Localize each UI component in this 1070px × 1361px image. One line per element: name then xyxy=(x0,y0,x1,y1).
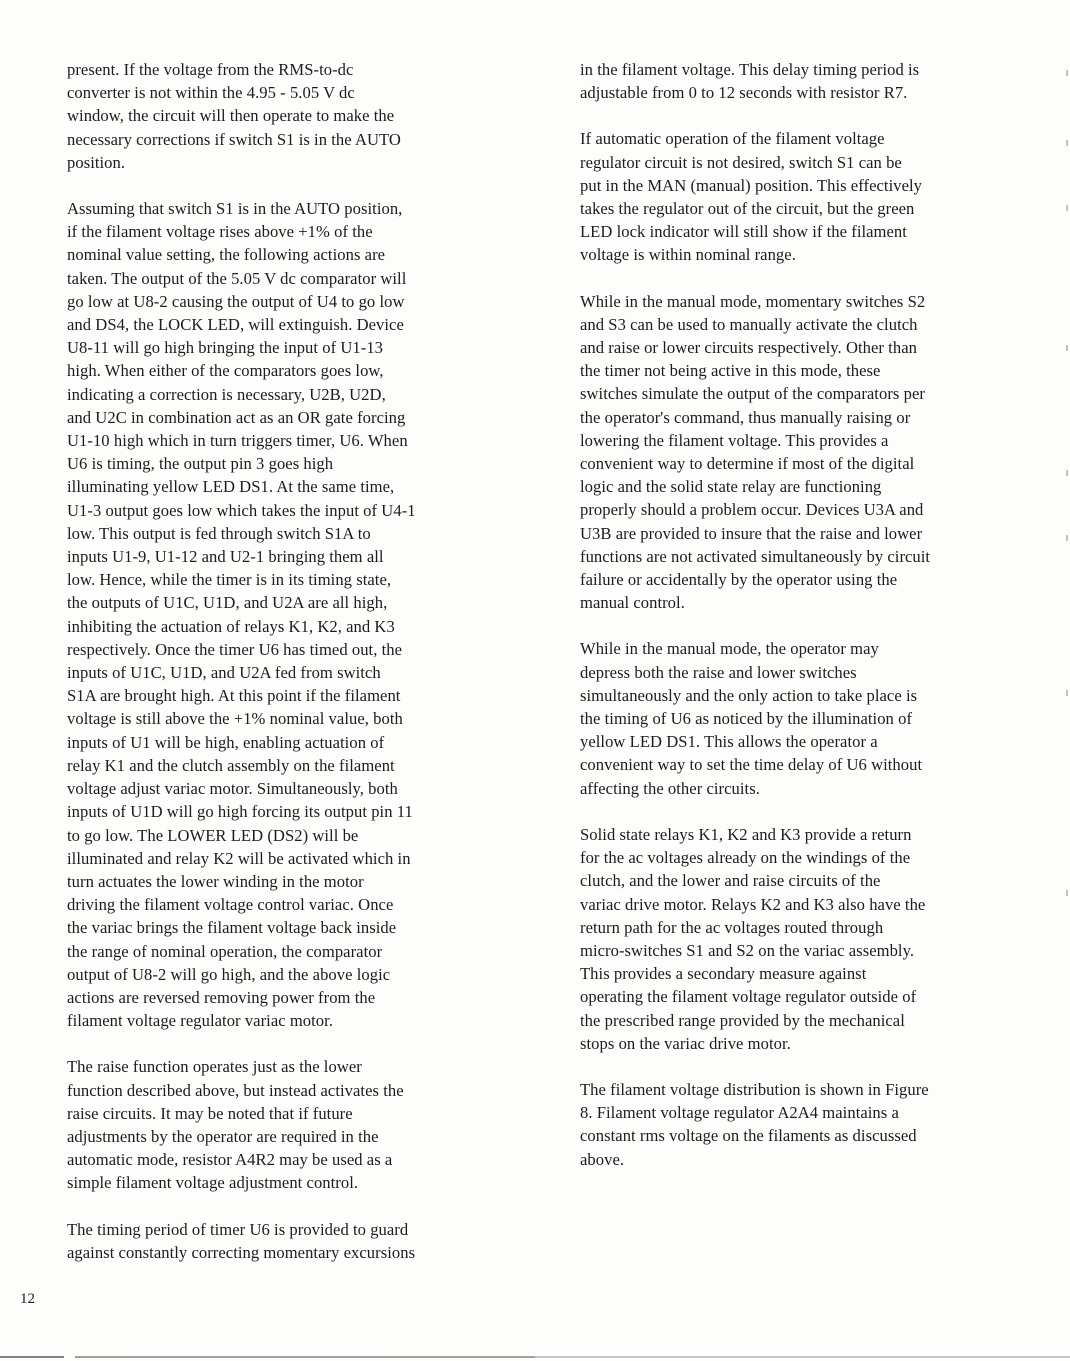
paragraph: present. If the voltage from the RMS-to-dc converter is not within the 4.95 - 5.05 V dc window, the circuit will then operate to make the necessary corrections if switch S1 is in the AUTO position. xyxy=(67,60,401,172)
paragraph: The filament voltage distribution is shown in Figure 8. Filament voltage regulator A2A4 maintains a constant rms voltage on the filaments as discussed above. xyxy=(580,1079,929,1169)
paragraph: in the filament voltage. This delay timing period is adjustable from 0 to 12 seconds with resistor R7. xyxy=(580,60,920,103)
paragraph: If automatic operation of the filament voltage regulator circuit is not desired, switch S1 can be put in the MAN (manual) position. This effectively takes the regulator out of the circuit, but the green LED lock indicator will still show if the filament voltage is within nominal range. xyxy=(580,129,922,265)
paragraph: Assuming that switch S1 is in the AUTO position, if the filament voltage rises above +1% of the nominal value setting, the following actions are taken. The output of the 5.05 V dc comparator will go low at U8-2 causing the output of U4 to go low and DS4, the LOCK LED, will extinguish. Device U8-11 will go high bringing the input of U1-13 high. When either of the comparators goes low, indicating a correction is necessary, U2B, U2D, and U2C in combination act as an OR gate forcing U1-10 high which in turn triggers timer, U6. When U6 is timing, the output pin 3 goes high illuminating yellow LED DS1. At the same time, U1-3 output goes low which takes the input of U4-1 low. This output is fed through switch S1A to inputs U1-9, U1-12 and U2-1 bringing them all low. Hence, while the timer is in its timing state, the outputs of U1C, U1D, and U2A are all high, inhibiting the actuation of relays K1, K2, and K3 respectively. Once the timer U6 has timed out, the inputs of U1C, U1D, and U2A fed from switch S1A are brought high. At this point if the filament voltage is still above the +1% nominal value, both inputs of U1 will be high, enabling actuation of relay K1 and the clutch assembly on the filament voltage adjust variac motor. Simultaneously, both inputs of U1D will go high forcing its output pin 11 to go low. The LOWER LED (DS2) will be illuminated and relay K2 will be activated which in turn actuates the lower winding in the motor driving the filament voltage control variac. Once the variac brings the filament voltage back inside the range of nominal operation, the comparator output of U8-2 will go high, and the above logic actions are reversed removing power from the filament voltage regulator variac motor. xyxy=(67,199,416,1031)
scan-speck xyxy=(1066,890,1068,896)
paragraph: The raise function operates just as the lower function described above, but instead activates the raise circuits. It may be noted that if future adjustments by the operator are required in the automatic mode, resistor A4R2 may be used as a simple filament voltage adjustment control. xyxy=(67,1057,404,1193)
scan-speck xyxy=(1066,70,1068,76)
scan-speck xyxy=(1066,535,1068,541)
right-column xyxy=(580,58,1020,1194)
paragraph: The timing period of timer U6 is provided to guard against constantly correcting momentary excursions xyxy=(67,1219,416,1262)
scan-speck xyxy=(1066,470,1068,476)
scan-speck xyxy=(1066,140,1068,146)
scan-speck xyxy=(1066,345,1068,351)
paragraph: Solid state relays K1, K2 and K3 provide a return for the ac voltages already on the windings of the clutch, and the lower and raise circuits of the variac drive motor. Relays K2 and K3 also have the return path for the ac voltages routed through micro-switches S1 and S2 on the variac assembly. This provides a secondary measure against operating the filament voltage regulator outside of the prescribed range provided by the mechanical stops on the variac drive motor. xyxy=(580,824,926,1053)
left-column xyxy=(67,58,507,1287)
paragraph: While in the manual mode, momentary switches S2 and S3 can be used to manually activate the clutch and raise or lower circuits respectively. Other than the timer not being active in this mode, these switches simulate the output of the comparators per the operator's command, thus manually raising or lowering the filament voltage. This provides a convenient way to determine if most of the digital logic and the solid state relay are functioning properly should a problem occur. Devices U3A and U3B are provided to insure that the raise and lower functions are not activated simultaneously by circuit failure or accidentally by the operator using the manual control. xyxy=(580,291,931,613)
scan-edge-line xyxy=(0,1356,1070,1358)
scan-speck xyxy=(1066,690,1068,696)
scan-speck xyxy=(1066,205,1068,211)
page-number: 12 xyxy=(20,1291,35,1307)
paragraph: While in the manual mode, the operator may depress both the raise and lower switches simultaneously and the only action to take place is the timing of U6 as noticed by the illumination of yellow LED DS1. This allows the operator a convenient way to set the time delay of U6 without affecting the other circuits. xyxy=(580,639,923,798)
